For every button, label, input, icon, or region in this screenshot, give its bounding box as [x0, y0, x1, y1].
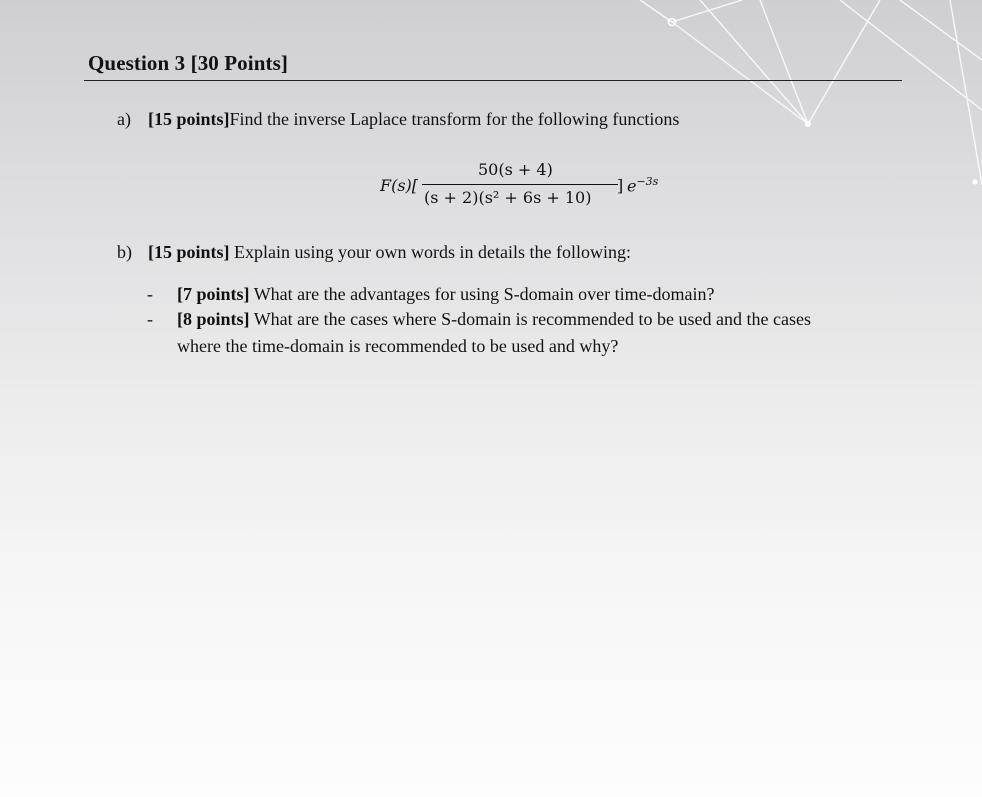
bullet-text: What are the cases where S-domain is recommended to be used and the cases — [249, 309, 811, 329]
question-title: Question 3 [30 Points] — [88, 51, 288, 75]
part-b-text: Explain using your own words in details the following: — [229, 242, 631, 262]
part-a-text: Find the inverse Laplace transform for the following functions — [229, 109, 680, 129]
title-underline — [84, 80, 902, 81]
formula-exponential — [627, 175, 658, 195]
bullet-continuation: where the time-domain is recommended to be used and why? — [177, 336, 619, 356]
formula-lhs: F(s)[ — [380, 176, 419, 195]
bullet-points: [8 points] — [177, 309, 250, 329]
bullet-text: What are the advantages for using S-domain over time-domain? — [249, 284, 715, 304]
part-b-label: b) — [117, 242, 132, 262]
fraction-bar — [422, 184, 618, 185]
bullet-dash: - — [147, 309, 153, 329]
laplace-formula — [380, 160, 680, 220]
bullet-points: [7 points] — [177, 284, 250, 304]
exp-base: e — [627, 176, 637, 196]
formula-numerator: 50(s + 4) — [478, 160, 553, 179]
part-a-line — [117, 109, 679, 130]
formula-denominator: (s + 2)(s² + 6s + 10) — [424, 188, 592, 207]
formula-close-bracket: ] — [617, 176, 624, 195]
part-b-line — [117, 242, 631, 263]
bullet-dash: - — [147, 284, 153, 304]
part-a-points: [15 points] — [148, 109, 230, 129]
part-a-label: a) — [117, 109, 131, 129]
part-b-points: [15 points] — [148, 242, 230, 262]
exp-power: −3s — [636, 175, 659, 188]
